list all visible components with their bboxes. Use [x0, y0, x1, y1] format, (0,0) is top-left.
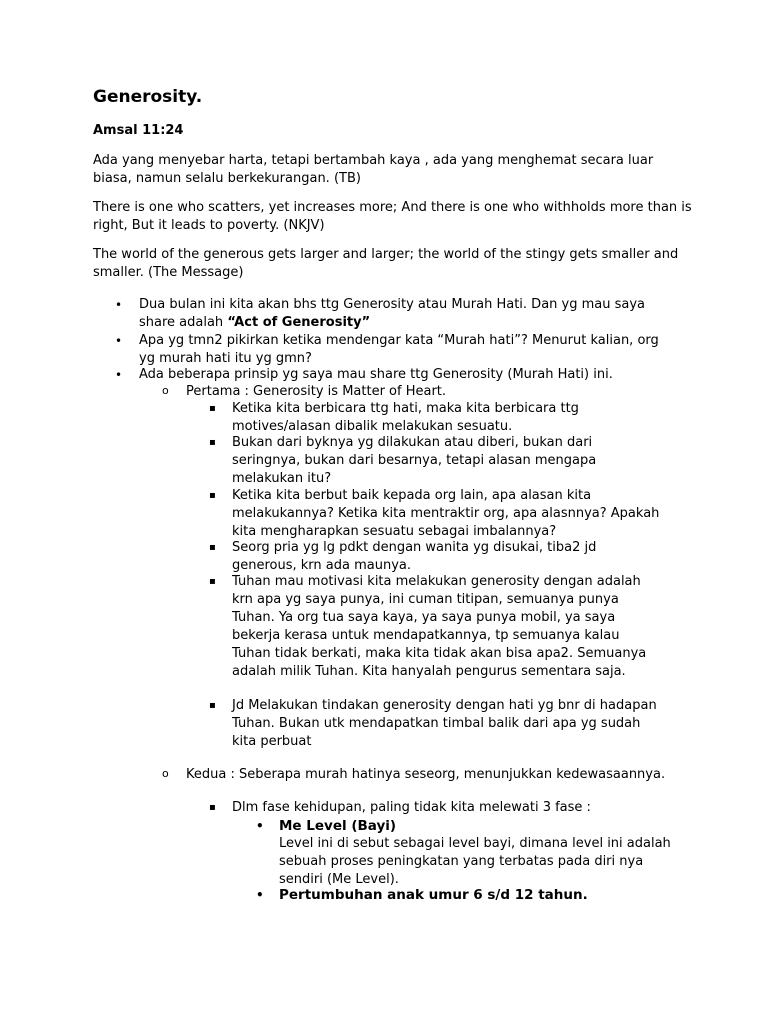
list-item	[209, 799, 662, 817]
bullet-marker: •	[115, 298, 123, 312]
list-item	[256, 817, 679, 889]
circle-marker: o	[162, 767, 169, 780]
scripture-reference: Amsal 11:24	[93, 123, 184, 138]
list-item	[209, 487, 662, 541]
bullet-marker: •	[115, 334, 123, 348]
square-marker: ▪	[209, 437, 216, 448]
list-item	[115, 332, 669, 368]
list-item	[209, 573, 662, 681]
list-item-text: Jd Melakukan tindakan generosity dengan hati yg bnr di hadapan Tuhan. Bukan utk mendapatkan timbal balik dari apa yg sudah kita perbuat	[232, 698, 657, 749]
list-item-text: Kedua : Seberapa murah hatinya seseorg, menunjukkan kedewasaannya.	[186, 767, 666, 782]
list-item	[209, 539, 662, 575]
paragraph-nkjv: There is one who scatters, yet increases more; And there is one who withholds more than is right, But it leads to poverty. (NKJV)	[93, 200, 692, 233]
circle-marker: o	[162, 384, 169, 397]
phase-description: Level ini di sebut sebagai level bayi, dimana level ini adalah sebuah proses peningkatan yang terbatas pada diri nya sendiri (Me Level).	[279, 836, 671, 887]
list-item-text: Seorg pria yg lg pdkt dengan wanita yg disukai, tiba2 jd generous, krn ada maunya.	[232, 540, 597, 573]
list-item	[162, 766, 666, 784]
list-item-text: Apa yg tmn2 pikirkan ketika mendengar kata “Murah hati”? Menurut kalian, org yg murah hati itu yg gmn?	[139, 333, 659, 366]
list-item	[162, 383, 666, 401]
list-item	[209, 400, 662, 436]
phase-title: Me Level (Bayi)	[279, 818, 397, 834]
paragraph-tb: Ada yang menyebar harta, tetapi bertambah kaya , ada yang menghemat secara luar biasa, namun selalu berkekurangan. (TB)	[93, 153, 654, 186]
square-marker: ▪	[209, 700, 216, 711]
list-item-text: Ada beberapa prinsip yg saya mau share ttg Generosity (Murah Hati) ini.	[139, 367, 613, 382]
list-item	[256, 886, 679, 904]
list-item	[209, 697, 662, 751]
list-item-text: Pertama : Generosity is Matter of Heart.	[186, 384, 447, 399]
square-marker: ▪	[209, 542, 216, 553]
square-marker: ▪	[209, 490, 216, 501]
square-marker: ▪	[209, 403, 216, 414]
list-item-emphasis: “Act of Generosity”	[227, 315, 371, 330]
document-title: Generosity.	[93, 87, 203, 107]
list-item-text: Bukan dari byknya yg dilakukan atau diberi, bukan dari seringnya, bukan dari besarnya, tetapi alasan mengapa melakukan itu?	[232, 435, 597, 486]
bullet-marker: •	[256, 888, 264, 902]
phase-title: Pertumbuhan anak umur 6 s/d 12 tahun.	[279, 887, 588, 903]
list-item	[209, 434, 662, 488]
list-item	[115, 296, 669, 332]
square-marker: ▪	[209, 576, 216, 587]
list-item	[115, 366, 669, 384]
list-item-text: Tuhan mau motivasi kita melakukan generosity dengan adalah krn apa yg saya punya, ini cuman titipan, semuanya punya Tuhan. Ya org tua saya kaya, ya saya punya mobil, ya saya bekerja kerasa untuk mendapatkannya, tp semuanya kalau Tuhan tidak berkati, maka kita tidak akan bisa apa2. Semuanya adalah milik Tuhan. Kita hanyalah pengurus sementara saja.	[232, 574, 647, 679]
square-marker: ▪	[209, 802, 216, 813]
list-item-text: Dlm fase kehidupan, paling tidak kita melewati 3 fase :	[232, 800, 591, 815]
bullet-marker: •	[115, 368, 123, 382]
bullet-marker: •	[256, 819, 264, 833]
list-item-text: Ketika kita berbicara ttg hati, maka kita berbicara ttg motives/alasan dibalik melakukan sesuatu.	[232, 401, 579, 434]
paragraph-message: The world of the generous gets larger and larger; the world of the stingy gets smaller and smaller. (The Message)	[93, 247, 679, 280]
list-item-text: Ketika kita berbut baik kepada org lain, apa alasan kita melakukannya? Ketika kita mentraktir org, apa alasnnya? Apakah kita mengharapkan sesuatu sebagai imbalannya?	[232, 488, 660, 539]
list-item-text: Dua bulan ini kita akan bhs ttg Generosity atau Murah Hati. Dan yg mau saya share adalah	[139, 297, 646, 330]
